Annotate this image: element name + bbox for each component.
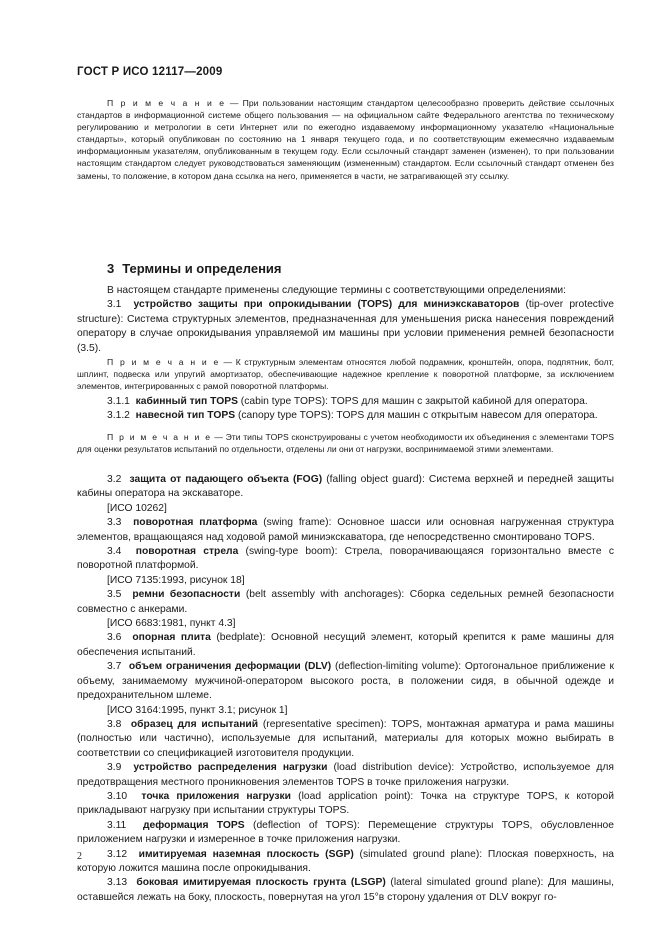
section-heading (107, 261, 290, 276)
definitions-body-3 (77, 473, 614, 905)
term-number: 3.4 (107, 546, 122, 558)
term-definition: (load distribution device): Устройство, используемое для предотвращения местного проникновения элементов TOPS в точке приложения нагрузки. (77, 762, 614, 788)
section-title: Термины и определения (122, 261, 282, 276)
term-3-11 (77, 819, 614, 848)
term-3-4 (77, 545, 614, 574)
term-number: 3.3 (107, 517, 122, 529)
page-number: 2 (77, 851, 82, 862)
term-3-1 (77, 298, 614, 356)
term-definition: (lateral simulated ground plane): Для машины, оставшейся лежать на боку, плоскость, повернутая на угол 15°в сторону удаления от DLV вокруг го- (77, 877, 614, 903)
term-definition: (swing-type boom): Стрела, поворачивающаяся горизонтально вместе с поворотной платформой. (77, 546, 614, 572)
term-3-7 (77, 660, 614, 703)
term-name: ремни безопасности (132, 589, 241, 601)
note-3 (77, 431, 614, 455)
term-number: 3.11 (107, 819, 127, 831)
term-number: 3.6 (107, 632, 122, 644)
term-number: 3.13 (107, 877, 128, 889)
term-definition: (bedplate): Основной несущий элемент, который крепится к раме машины для обеспечения испытаний. (77, 632, 614, 658)
term-number: 3.12 (107, 848, 128, 860)
term-definition: (belt assembly with anchorages): Сборка седельных ремней безопасности совместно с анкерами. (77, 589, 615, 615)
term-name: точка приложения нагрузки (141, 790, 291, 802)
term-name: деформация TOPS (143, 819, 245, 831)
term-definition: (canopy type TOPS): TOPS для машин с открытым навесом для оператора. (235, 410, 598, 422)
term-3-5 (77, 588, 614, 617)
term-definition: (deflection-limiting volume): Ортогональное приближение к объему, занимаемому мужчиной-оператором высокого роста, в положении сидя, в обычной одежде и предохранительном шлеме. (77, 661, 614, 702)
term-name: кабинный тип TOPS (135, 396, 238, 407)
term-definition: (falling object guard): Система верхней и передней защиты кабины оператора на экскаваторе. (77, 474, 614, 500)
term-number: 3.1.1 (107, 396, 130, 407)
note-label: П р и м е ч а н и е (107, 98, 226, 108)
term-definition: (simulated ground plane): Плоская поверхность, на которую ложится машина после опрокидывания. (77, 848, 614, 874)
note-text: — К структурным элементам относятся любой подрамник, кронштейн, опора, подпятник, болт, шплинт, подвеска или упругий амортизатор, обеспечивающие надежное крепление к поворотной платформе, за исключением элементов, интегрированных с рамой поворотной платформы. (77, 357, 614, 392)
term-definition: (cabin type TOPS): TOPS для машин с закрытой кабиной для оператора. (237, 396, 588, 407)
note-label: П р и м е ч а н и е (107, 432, 212, 442)
term-name: устройство защиты при опрокидывании (TOPS) для миниэкскаваторов (133, 299, 520, 311)
term-reference: [ИСО 10262] (107, 502, 167, 514)
term-name: боковая имитируемая плоскость грунта (LSGP) (136, 877, 386, 889)
definitions-body-2 (77, 395, 614, 424)
term-definition: (representative specimen): TOPS, монтажная арматура и рама машины (полностью или частично), используемые для испытаний, материалы для которых можно выбирать в соответствии со спецификацией изготовителя продукции. (77, 718, 614, 759)
term-number: 3.8 (107, 718, 122, 730)
term-name: имитируемая наземная плоскость (SGP) (138, 848, 354, 860)
term-3-2 (77, 473, 614, 502)
term-number: 3.5 (107, 589, 122, 601)
term-definition: (deflection of TOPS): Перемещение структуры TOPS, обусловленное приложением нагрузки и измеренное в точке приложения нагрузки. (77, 819, 614, 846)
term-3-8 (77, 718, 614, 761)
term-number: 3.7 (107, 661, 122, 673)
term-definition: (swing frame): Основное шасси или основная нагруженная структура элементов, вращающаяся над ходовой рамой миниэкскаватора, где непосредственно смонтировано TOPS. (77, 517, 615, 543)
note-1 (77, 97, 614, 182)
term-name: навесной тип TOPS (135, 410, 236, 422)
intro-paragraph: В настоящем стандарте применены следующие термины с соответствующими определениями: (107, 285, 567, 296)
term-3-12 (77, 848, 614, 877)
section-number: 3 (107, 261, 115, 276)
note-text: — При пользовании настоящим стандартом целесообразно проверить действие ссылочных стандартов в информационной системе общего пользования — на официальном сайте Федерального агентства по техническому регулированию и метрологии в сети Интернет или по ежегодно издаваемому информационному указателю «Национальные стандарты», который опубликован по состоянию на 1 января текущего года, и по соответствующим ежемесячно издаваемым информационным указателям, опубликованным в текущем году. Если ссылочный стандарт заменен (изменен), то при пользовании настоящим стандартом следует руководствоваться заменяющим (измененным) стандартом. Если ссылочный стандарт отменен без замены, то положение, в котором дана ссылка на него, применяется в части, не затрагивающей эту ссылку. (77, 98, 615, 181)
note-text: — Эти типы TOPS сконструированы с учетом необходимости их объединения с элементами TOPS для оценки результатов испытаний по отдельности, отделены ли они от нагрузки, воспринимаемой этими элементами. (77, 432, 614, 455)
term-reference: [ИСО 3164:1995, пункт 3.1; рисунок 1] (107, 704, 288, 716)
term-number: 3.2 (107, 474, 122, 485)
term-number: 3.1 (107, 299, 122, 311)
term-definition: (load application point): Точка на структуре TOPS, к которой прикладывают нагрузку при испытании структуры TOPS. (77, 790, 614, 817)
term-3-1-1 (77, 395, 614, 409)
term-name: поворотная платформа (133, 517, 258, 529)
term-name: объем ограничения деформации (DLV) (128, 661, 332, 673)
term-number: 3.1.2 (107, 410, 130, 422)
term-name: устройство распределения нагрузки (133, 762, 328, 774)
term-number: 3.9 (107, 762, 122, 774)
note-label: П р и м е ч а н и е (107, 357, 220, 367)
term-name: опорная плита (132, 632, 211, 644)
term-3-3 (77, 516, 614, 545)
term-number: 3.10 (107, 790, 128, 802)
term-reference: [ИСО 6683:1981, пункт 4.3] (107, 618, 236, 630)
term-name: образец для испытаний (130, 718, 259, 730)
term-3-10 (77, 790, 614, 819)
term-reference: [ИСО 7135:1993, рисунок 18] (107, 574, 245, 586)
term-3-9 (77, 761, 614, 790)
term-3-1-2 (77, 409, 614, 423)
term-3-6 (77, 631, 614, 660)
definitions-body-1 (77, 284, 614, 356)
page-header: ГОСТ Р ИСО 12117—2009 (77, 66, 223, 78)
term-name: защита от падающего объекта (FOG) (129, 474, 323, 485)
note-2 (77, 356, 614, 392)
term-name: поворотная стрела (135, 546, 239, 558)
term-3-13 (77, 876, 614, 905)
term-definition: (tip-over protective structure): Система структурных элементов, предназначенная для уменьшения риска нанесения повреждений оператору в случае опрокидывания управляемой им машины при условии применения ремней безопасности (3.5). (77, 299, 614, 354)
